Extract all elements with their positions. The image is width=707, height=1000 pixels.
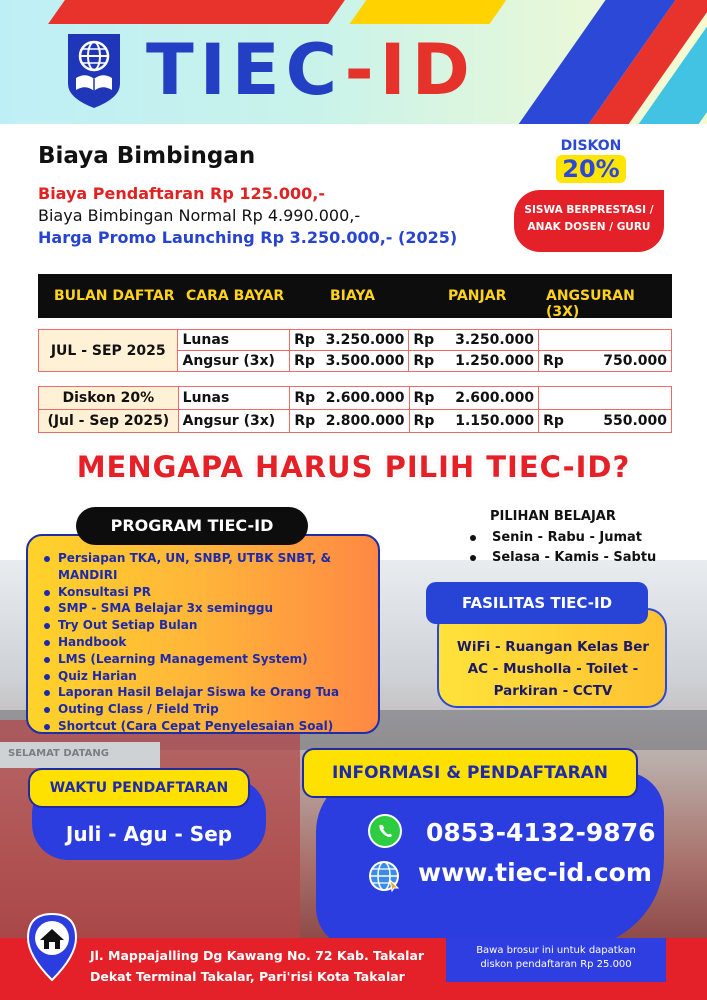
address bbox=[90, 945, 424, 987]
badge-line-2: ANAK DOSEN / GURU bbox=[527, 221, 651, 233]
note-line-2: diskon pendaftaran Rp 25.000 bbox=[480, 959, 632, 970]
biaya-cell: 2.800.000 bbox=[322, 410, 409, 433]
period-cell-line-1: Diskon 20% bbox=[39, 387, 179, 410]
biaya-cell: 3.500.000 bbox=[322, 351, 409, 372]
list-item: Quiz Harian bbox=[44, 668, 374, 685]
header-cara: CARA BAYAR bbox=[186, 288, 285, 304]
globe-icon[interactable] bbox=[368, 860, 400, 892]
panjar-cell: 1.250.000 bbox=[441, 351, 539, 372]
why-heading: MENGAPA HARUS PILIH TIEC-ID? bbox=[76, 450, 631, 484]
list-item: Senin - Rabu - Jumat bbox=[468, 528, 656, 548]
price-table-regular bbox=[38, 329, 672, 372]
facilities-line-2: AC - Musholla - Toilet - bbox=[467, 661, 639, 677]
angsuran-cell bbox=[570, 330, 671, 351]
table-row bbox=[39, 330, 672, 351]
discount-badge bbox=[514, 190, 664, 252]
discount-label bbox=[546, 138, 636, 192]
brand-title: TIEC-ID bbox=[146, 29, 476, 111]
biaya-cell: 3.250.000 bbox=[322, 330, 409, 351]
normal-fee: Biaya Bimbingan Normal Rp 4.990.000,- bbox=[38, 206, 361, 225]
angsuran-cell bbox=[570, 387, 671, 410]
header-red-stripe bbox=[48, 0, 352, 24]
biaya-cell: 2.600.000 bbox=[322, 387, 409, 410]
table-header bbox=[38, 274, 672, 318]
table-row bbox=[39, 410, 672, 433]
currency-cell: Rp bbox=[290, 330, 322, 351]
address-line-2: Dekat Terminal Takalar, Pari'risi Kota Takalar bbox=[90, 969, 405, 984]
method-cell: Lunas bbox=[178, 387, 290, 410]
currency-cell: Rp bbox=[290, 387, 322, 410]
currency-cell: Rp bbox=[290, 410, 322, 433]
currency-cell bbox=[538, 330, 570, 351]
list-item: Handbook bbox=[44, 634, 374, 651]
registration-months: Juli - Agu - Sep bbox=[65, 822, 233, 846]
table-row bbox=[39, 387, 672, 410]
facilities-line-3: Parkiran - CCTV bbox=[493, 683, 613, 699]
header-panjar: PANJAR bbox=[448, 288, 507, 304]
info-title: INFORMASI & PENDAFTARAN bbox=[302, 748, 638, 798]
whatsapp-icon[interactable] bbox=[368, 814, 402, 848]
list-item: LMS (Learning Management System) bbox=[44, 651, 374, 668]
list-item: Shortcut (Cara Cepat Penyelesaian Soal) bbox=[44, 718, 374, 735]
currency-cell: Rp bbox=[538, 351, 570, 372]
brochure-note bbox=[446, 938, 666, 982]
angsuran-cell: 750.000 bbox=[570, 351, 671, 372]
facilities-line-1: WiFi - Ruangan Kelas Ber bbox=[456, 639, 650, 655]
panjar-cell: 1.150.000 bbox=[441, 410, 539, 433]
method-cell: Angsur (3x) bbox=[178, 351, 290, 372]
header-bulan: BULAN DAFTAR bbox=[54, 288, 175, 304]
note-line-1: Bawa brosur ini untuk dapatkan bbox=[476, 945, 636, 956]
schedule-title: PILIHAN BELAJAR bbox=[490, 509, 616, 524]
program-list bbox=[44, 550, 374, 735]
fees-title: Biaya Bimbingan bbox=[38, 143, 256, 169]
discount-word: DISKON bbox=[560, 138, 622, 154]
list-item: Outing Class / Field Trip bbox=[44, 701, 374, 718]
period-cell: JUL - SEP 2025 bbox=[39, 330, 178, 372]
list-item: Try Out Setiap Bulan bbox=[44, 617, 374, 634]
currency-cell: Rp bbox=[409, 387, 441, 410]
location-home-icon bbox=[24, 912, 80, 982]
globe-book-logo-icon bbox=[64, 32, 124, 110]
facilities-title: FASILITAS TIEC-ID bbox=[426, 582, 648, 624]
list-item: Laporan Hasil Belajar Siswa ke Orang Tua bbox=[44, 684, 374, 701]
program-title: PROGRAM TIEC-ID bbox=[76, 507, 308, 545]
panjar-cell: 2.600.000 bbox=[441, 387, 539, 410]
discount-percent: 20% bbox=[556, 155, 625, 183]
list-item: SMP - SMA Belajar 3x seminggu bbox=[44, 600, 374, 617]
currency-cell: Rp bbox=[409, 410, 441, 433]
method-cell: Lunas bbox=[178, 330, 290, 351]
list-item: Selasa - Kamis - Sabtu bbox=[468, 548, 656, 568]
header-yellow-stripe bbox=[349, 0, 510, 24]
period-cell-line-2: (Jul - Sep 2025) bbox=[39, 410, 179, 433]
method-cell: Angsur (3x) bbox=[178, 410, 290, 433]
angsuran-cell: 550.000 bbox=[570, 410, 671, 433]
panjar-cell: 3.250.000 bbox=[441, 330, 539, 351]
price-table-discount bbox=[38, 386, 672, 433]
schedule-list bbox=[468, 528, 656, 568]
header-angsuran: ANGSURAN (3X) bbox=[546, 288, 635, 320]
currency-cell: Rp bbox=[539, 410, 571, 433]
currency-cell bbox=[539, 387, 571, 410]
promo-fee: Harga Promo Launching Rp 3.250.000,- (2025) bbox=[38, 228, 458, 247]
registration-fee: Biaya Pendaftaran Rp 125.000,- bbox=[38, 184, 325, 203]
facilities-text bbox=[446, 636, 660, 702]
badge-line-1: SISWA BERPRESTASI / bbox=[524, 204, 654, 216]
list-item: Persiapan TKA, UN, SNBP, UTBK SNBT, & MANDIRI bbox=[44, 550, 374, 584]
currency-cell: Rp bbox=[409, 351, 441, 372]
list-item: Konsultasi PR bbox=[44, 584, 374, 601]
currency-cell: Rp bbox=[290, 351, 322, 372]
registration-period-title: WAKTU PENDAFTARAN bbox=[28, 768, 250, 808]
website-link[interactable]: www.tiec-id.com bbox=[418, 858, 652, 887]
welcome-sign: SELAMAT DATANG bbox=[0, 742, 160, 768]
phone-number[interactable]: 0853-4132-9876 bbox=[426, 818, 656, 847]
header-biaya: BIAYA bbox=[330, 288, 376, 304]
currency-cell: Rp bbox=[409, 330, 441, 351]
address-line-1: Jl. Mappajalling Dg Kawang No. 72 Kab. Takalar bbox=[90, 948, 425, 963]
